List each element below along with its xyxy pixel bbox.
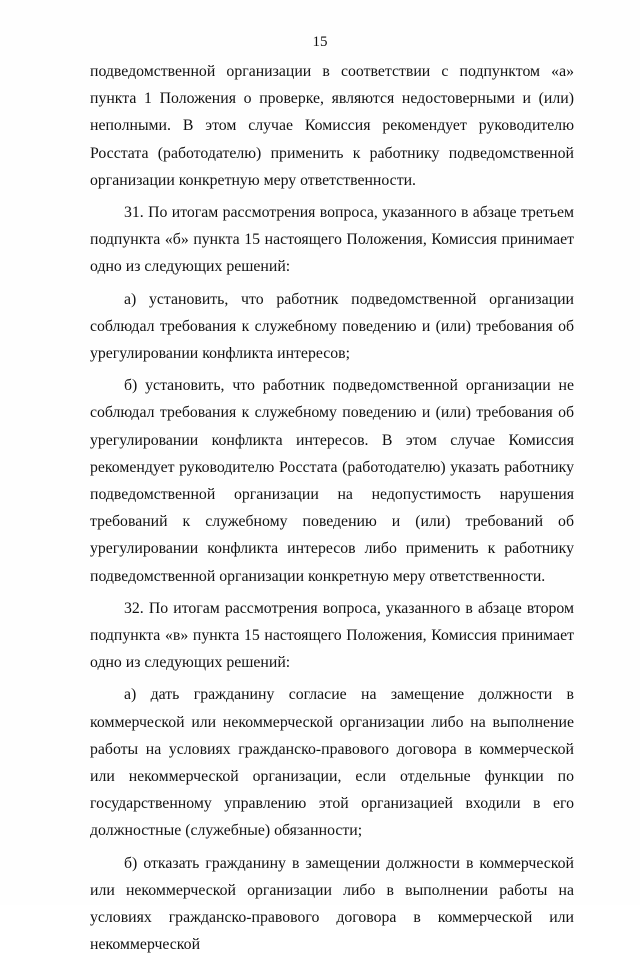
page-number: 15 xyxy=(312,34,328,50)
paragraph-item-32-b: б) отказать гражданину в замещении должности в коммерческой или некоммерческой организации либо в выполнении работы на условиях гражданско-правового договора в коммерческой или некоммерческой xyxy=(90,854,574,954)
paragraph-item-31-b: б) установить, что работник подведомственной организации не соблюдал требования к служебному поведению и (или) требования об урегулировании конфликта интересов. В этом случае Комиссия рекомендует руководителю Росстата (работодателю) указать работнику подведомственной организации на недопустимость нарушения требований к служебному поведению и (или) требований об урегулировании конфликта интересов либо применить к работнику подведомственной организации конкретную меру ответственности. xyxy=(90,377,574,585)
document-body xyxy=(90,58,574,959)
paragraph-item-31-a: а) установить, что работник подведомственной организации соблюдал требования к служебному поведению и (или) требования об урегулировании конфликта интересов; xyxy=(90,290,574,363)
paragraph-item-32-a: а) дать гражданину согласие на замещение должности в коммерческой или некоммерческой организации либо на выполнение работы на условиях гражданско-правового договора в коммерческой или некоммерческой организации, если отдельные функции по государственному управлению этой организацией входили в его должностные (служебные) обязанности; xyxy=(90,686,574,840)
paragraph-item-32: 32. По итогам рассмотрения вопроса, указанного в абзаце втором подпункта «в» пункта 15 настоящего Положения, Комиссия принимает одно из следующих решений: xyxy=(90,599,574,672)
paragraph-continuation: подведомственной организации в соответствии с подпунктом «а» пункта 1 Положения о проверке, являются недостоверными и (или) неполными. В этом случае Комиссия рекомендует руководителю Росстата (работодателю) применить к работнику подведомственной организации конкретную меру ответственности. xyxy=(90,63,574,189)
paragraph-item-31: 31. По итогам рассмотрения вопроса, указанного в абзаце третьем подпункта «б» пункта 15 настоящего Положения, Комиссия принимает одно из следующих решений: xyxy=(90,204,574,276)
